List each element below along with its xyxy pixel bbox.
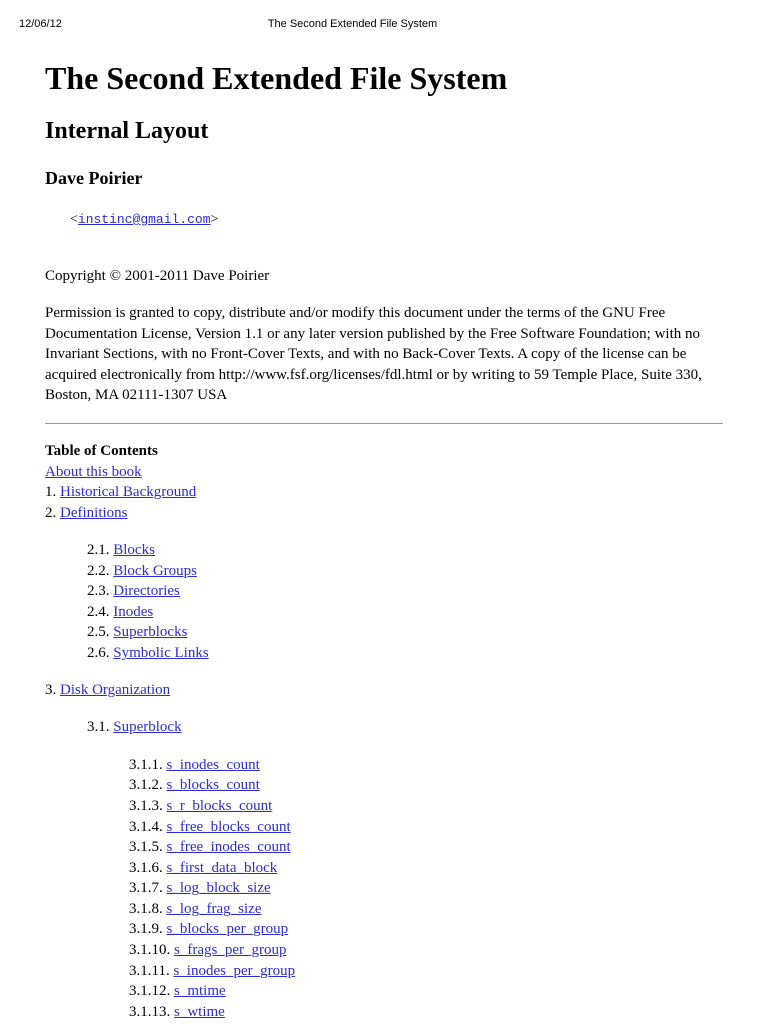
toc-link-symbolic-links[interactable]: Symbolic Links — [113, 645, 209, 661]
toc-entry — [87, 602, 153, 622]
toc-link-s-r-blocks-count[interactable]: s_r_blocks_count — [166, 798, 273, 814]
horizontal-divider — [45, 423, 723, 424]
toc-entry — [129, 775, 260, 795]
document-title: The Second Extended File System — [45, 60, 508, 96]
toc-link-block-groups[interactable]: Block Groups — [113, 563, 197, 579]
toc-link-s-log-block-size[interactable]: s_log_block_size — [166, 880, 271, 896]
toc-link-s-blocks-count[interactable]: s_blocks_count — [166, 777, 260, 793]
toc-entry-number: 3.1.9. — [129, 921, 167, 937]
toc-entry — [129, 899, 261, 919]
toc-entry-number: 2.2. — [87, 563, 114, 579]
toc-entry — [87, 717, 182, 737]
author-email-line — [70, 210, 218, 230]
toc-entry-number: 3.1.8. — [129, 901, 167, 917]
author-email-link[interactable]: instinc@gmail.com — [77, 212, 211, 227]
toc-link-s-mtime[interactable]: s_mtime — [174, 983, 226, 999]
toc-entry — [129, 1002, 225, 1022]
print-header — [0, 18, 768, 34]
toc-entry — [129, 940, 286, 960]
toc-link-s-free-blocks-count[interactable]: s_free_blocks_count — [166, 819, 291, 835]
toc-link-s-inodes-count[interactable]: s_inodes_count — [166, 757, 260, 773]
toc-entry-number: 3.1.13. — [129, 1004, 174, 1020]
toc-link-s-first-data-block[interactable]: s_first_data_block — [166, 860, 278, 876]
toc-entry-number: 3.1.12. — [129, 983, 174, 999]
toc-entry-number: 2.5. — [87, 624, 114, 640]
toc-entry — [87, 540, 155, 560]
toc-entry-number: 1. — [45, 484, 60, 500]
toc-link-s-blocks-per-group[interactable]: s_blocks_per_group — [166, 921, 289, 937]
toc-entry — [129, 981, 226, 1001]
toc-link-blocks[interactable]: Blocks — [113, 542, 155, 558]
toc-entry-number: 3. — [45, 682, 60, 698]
toc-entry-number: 3.1.10. — [129, 942, 174, 958]
toc-entry-number: 3.1.6. — [129, 860, 167, 876]
toc-entry — [87, 561, 197, 581]
email-close-bracket: > — [210, 212, 219, 227]
toc-link-about-this-book[interactable]: About this book — [45, 464, 142, 480]
toc-entry — [129, 961, 295, 981]
toc-entry-number: 2.4. — [87, 604, 114, 620]
toc-heading: Table of Contents — [45, 443, 158, 459]
toc-entry — [129, 878, 271, 898]
toc-entry — [129, 755, 260, 775]
toc-entry-number: 3.1.3. — [129, 798, 167, 814]
toc-link-directories[interactable]: Directories — [113, 583, 180, 599]
author-name: Dave Poirier — [45, 168, 143, 188]
toc-entry — [129, 796, 272, 816]
license-permission-text: Permission is granted to copy, distribute and/or modify this document under the terms of the GNU Free Documentation License, Version 1.1 or any later version published by the Free Software Foundation; with no Invariant Sections, with no Front-Cover Texts, and with no Back-Cover Texts. A copy of the license can be acquired electronically from http://www.fsf.org/licenses/fdl.html or by writing to 59 Temple Place, Suite 330, Boston, MA 02111-1307 USA — [45, 305, 702, 403]
toc-link-inodes[interactable]: Inodes — [113, 604, 154, 620]
toc-entry — [129, 858, 277, 878]
toc-entry-number: 3.1.11. — [129, 963, 174, 979]
toc-link-superblocks[interactable]: Superblocks — [113, 624, 188, 640]
toc-entry-number: 3.1.2. — [129, 777, 167, 793]
toc-entry — [129, 817, 291, 837]
print-date: 12/06/12 — [19, 18, 62, 30]
toc-entry-number: 3.1.7. — [129, 880, 167, 896]
toc-entry-number: 2.1. — [87, 542, 114, 558]
toc-link-s-frags-per-group[interactable]: s_frags_per_group — [174, 942, 287, 958]
toc-entry — [45, 503, 128, 523]
toc-entry — [129, 837, 291, 857]
print-header-title: The Second Extended File System — [267, 18, 438, 30]
toc-entry — [87, 643, 209, 663]
toc-entry — [45, 482, 196, 502]
toc-entry-number: 2.6. — [87, 645, 114, 661]
toc-link-superblock[interactable]: Superblock — [113, 719, 182, 735]
toc-link-definitions[interactable]: Definitions — [60, 505, 128, 521]
toc-entry — [129, 919, 288, 939]
toc-link-s-free-inodes-count[interactable]: s_free_inodes_count — [166, 839, 291, 855]
toc-link-disk-organization[interactable]: Disk Organization — [60, 682, 171, 698]
toc-link-s-inodes-per-group[interactable]: s_inodes_per_group — [173, 963, 296, 979]
toc-entry — [45, 462, 142, 482]
email-open-bracket: < — [70, 212, 78, 227]
copyright-notice: Copyright © 2001-2011 Dave Poirier — [45, 268, 270, 284]
toc-entry-number: 3.1.4. — [129, 819, 167, 835]
toc-entry-number: 2. — [45, 505, 60, 521]
toc-link-historical-background[interactable]: Historical Background — [60, 484, 197, 500]
toc-entry-number: 3.1.5. — [129, 839, 167, 855]
toc-entry-number: 3.1.1. — [129, 757, 167, 773]
toc-link-s-log-frag-size[interactable]: s_log_frag_size — [166, 901, 262, 917]
document-subtitle: Internal Layout — [45, 118, 209, 144]
toc-entry-number: 2.3. — [87, 583, 114, 599]
toc-entry — [87, 622, 187, 642]
toc-link-s-wtime[interactable]: s_wtime — [174, 1004, 225, 1020]
toc-entry-number: 3.1. — [87, 719, 114, 735]
toc-entry — [45, 680, 170, 700]
toc-entry — [87, 581, 180, 601]
